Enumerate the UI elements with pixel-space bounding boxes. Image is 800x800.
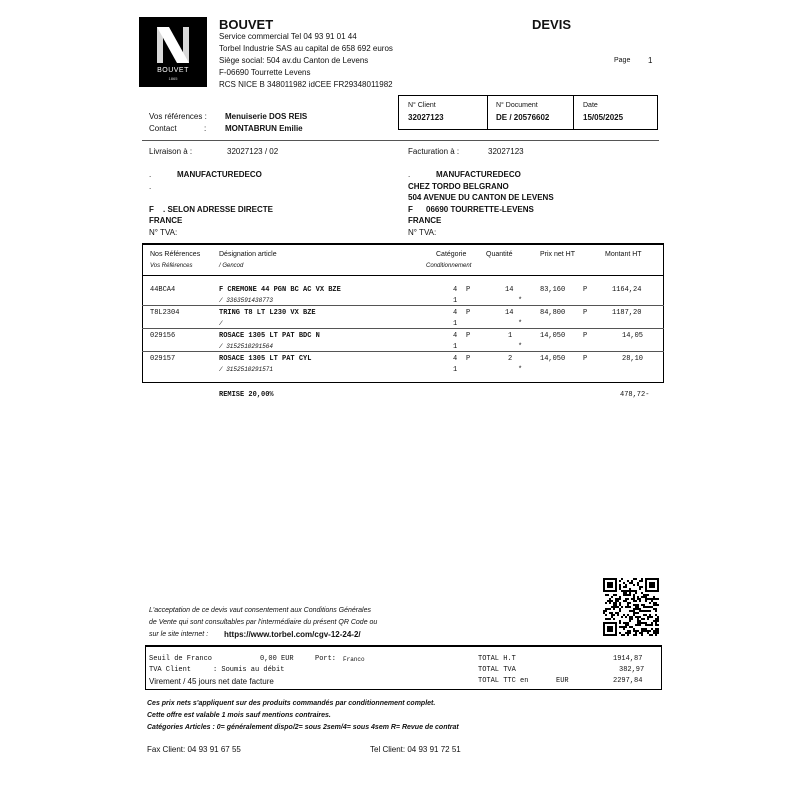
contact-value: MONTABRUN Emilie	[225, 124, 303, 133]
table-cell-quantity: 1	[508, 332, 513, 340]
billing-dot: .	[408, 170, 411, 179]
billing-label: Facturation à :	[408, 147, 460, 156]
row-divider	[142, 351, 664, 352]
total-tva-label: TOTAL TVA	[478, 666, 516, 674]
table-cell-category: 4	[453, 286, 458, 294]
company-logo	[139, 17, 207, 87]
billing-line: MANUFACTUREDECO	[436, 170, 521, 179]
date-value: 15/05/2025	[583, 113, 624, 122]
table-cell-category-code: P	[466, 355, 471, 363]
conditions-line: sur le site internet :	[149, 631, 209, 638]
qr-code-icon	[603, 578, 659, 636]
column-header-category: Catégorie	[436, 251, 467, 258]
billing-country-code: F	[408, 205, 413, 214]
delivery-tva: N° TVA:	[149, 228, 178, 237]
delivery-line: MANUFACTUREDECO	[177, 170, 262, 179]
table-cell-category: 4	[453, 332, 458, 340]
page-label: Page	[614, 57, 631, 64]
column-header-price: Prix net HT	[540, 251, 576, 258]
column-header-amount: Montant HT	[605, 251, 642, 258]
total-tva-value: 382,97	[619, 666, 645, 674]
conditions-line: L'acceptation de ce devis vaut consentement aux Conditions Générales	[149, 607, 371, 614]
table-cell-price: 14,050	[540, 355, 566, 363]
table-cell-amount: 28,10	[622, 355, 644, 363]
billing-tva: N° TVA:	[408, 228, 437, 237]
column-header-quantity: Quantité	[486, 251, 513, 258]
company-line: Torbel Industrie SAS au capital de 658 692 euros	[219, 44, 393, 53]
total-ttc-currency: EUR	[556, 677, 569, 685]
logo-monogram-icon	[153, 25, 193, 65]
table-cell-ref: T8L2304	[150, 309, 180, 317]
table-cell-category: 4	[453, 355, 458, 363]
date-label: Date	[583, 102, 598, 109]
table-cell-marker: *	[518, 297, 523, 305]
payment-terms: Virement / 45 jours net date facture	[149, 677, 274, 686]
tva-client-value: : Soumis au débit	[213, 666, 285, 674]
column-subheader-ref: Vos Références	[150, 263, 193, 269]
your-references-label: Vos références :	[149, 112, 207, 121]
company-line: F-06690 Tourrette Levens	[219, 68, 311, 77]
document-number-label: N° Document	[496, 102, 538, 109]
table-cell-category-code: P	[466, 286, 471, 294]
table-cell-gencod: / 3363591438773	[219, 297, 274, 304]
note-line: Ces prix nets s'appliquent sur des produits commandés par conditionnement complet.	[147, 700, 436, 707]
discount-label: REMISE 20,00%	[219, 391, 274, 399]
cgv-link[interactable]: https://www.torbel.com/cgv-12-24-2/	[224, 630, 361, 639]
row-divider	[142, 328, 664, 329]
document-type: DEVIS	[532, 17, 572, 32]
billing-line: 504 AVENUE DU CANTON DE LEVENS	[408, 193, 554, 202]
table-cell-marker: *	[518, 366, 523, 374]
delivery-line: . SELON ADRESSE DIRECTE	[163, 205, 273, 214]
table-cell-category-code: P	[466, 309, 471, 317]
table-cell-designation: TRING T8 LT L230 VX BZE	[219, 309, 316, 317]
table-cell-packaging: 1	[453, 343, 458, 351]
client-fax: Fax Client: 04 93 91 67 55	[147, 745, 241, 754]
total-ht-label: TOTAL H.T	[478, 655, 516, 663]
table-cell-marker: *	[518, 343, 523, 351]
table-cell-unit: P	[583, 309, 588, 317]
client-number-label: N° Client	[408, 102, 436, 109]
table-cell-amount: 1187,20	[612, 309, 642, 317]
table-cell-designation: F CREMONE 44 PGN BC AC VX BZE	[219, 286, 341, 294]
table-cell-packaging: 1	[453, 297, 458, 305]
franco-threshold-value: 0,00 EUR	[260, 655, 294, 663]
total-ht-value: 1914,87	[613, 655, 643, 663]
column-header-designation: Désignation article	[219, 251, 277, 258]
document-info-box	[398, 95, 658, 130]
billing-value: 32027123	[488, 147, 524, 156]
table-cell-designation: ROSACE 1305 LT PAT CYL	[219, 355, 312, 363]
company-line: Service commercial Tel 04 93 91 01 44	[219, 32, 357, 41]
company-line: RCS NICE B 348011982 idCEE FR29348011982	[219, 80, 393, 89]
delivery-dot: .	[149, 170, 152, 179]
table-cell-gencod: /	[219, 320, 223, 327]
table-cell-amount: 1164,24	[612, 286, 642, 294]
table-cell-category-code: P	[466, 332, 471, 340]
table-cell-quantity: 14	[505, 286, 514, 294]
your-references-value: Menuiserie DOS REIS	[225, 112, 308, 121]
note-line: Catégories Articles : 0= généralement dispo/2= sous 2sem/4= sous 4sem R= Revue de contrat	[147, 724, 459, 731]
delivery-country-code: F	[149, 205, 154, 214]
company-name: BOUVET	[219, 17, 274, 32]
delivery-dot: .	[149, 182, 152, 191]
table-cell-ref: 029157	[150, 355, 176, 363]
delivery-country: FRANCE	[149, 216, 183, 225]
table-top-border	[142, 243, 664, 245]
franco-threshold-label: Seuil de Franco	[149, 655, 213, 663]
table-cell-quantity: 14	[505, 309, 514, 317]
table-cell-gencod: / 3152510291571	[219, 366, 274, 373]
note-line: Cette offre est valable 1 mois sauf mentions contraires.	[147, 712, 331, 719]
client-number-value: 32027123	[408, 113, 444, 122]
billing-country: FRANCE	[408, 216, 442, 225]
delivery-value: 32027123 / 02	[227, 147, 279, 156]
table-cell-marker: *	[518, 320, 523, 328]
delivery-label: Livraison à :	[149, 147, 193, 156]
totals-top-border	[145, 645, 662, 647]
table-cell-amount: 14,05	[622, 332, 644, 340]
contact-label: Contact	[149, 124, 177, 133]
company-line: Siège social: 504 av.du Canton de Levens	[219, 56, 369, 65]
table-cell-unit: P	[583, 286, 588, 294]
conditions-line: de Vente qui sont consultables par l'intermédiaire du présent QR Code ou	[149, 619, 378, 626]
table-cell-price: 14,050	[540, 332, 566, 340]
logo-year: 1865	[168, 76, 178, 81]
table-cell-packaging: 1	[453, 366, 458, 374]
table-cell-ref: 44BCA4	[150, 286, 176, 294]
column-header-ref: Nos Références	[150, 251, 201, 258]
column-subheader-gencod: / Gencod	[219, 263, 244, 269]
table-cell-unit: P	[583, 332, 588, 340]
table-cell-unit: P	[583, 355, 588, 363]
qr-code	[603, 578, 659, 636]
table-cell-price: 83,160	[540, 286, 566, 294]
table-cell-packaging: 1	[453, 320, 458, 328]
document-number-value: DE / 20576602	[496, 113, 550, 122]
shipping-value: Franco	[343, 656, 365, 663]
shipping-label: Port:	[315, 655, 337, 663]
discount-value: 478,72-	[620, 391, 650, 399]
page-number: 1	[648, 56, 653, 65]
tva-client-label: TVA Client	[149, 666, 192, 674]
table-cell-designation: ROSACE 1305 LT PAT BDC N	[219, 332, 320, 340]
table-cell-category: 4	[453, 309, 458, 317]
billing-line: CHEZ TORDO BELGRANO	[408, 182, 509, 191]
table-cell-quantity: 2	[508, 355, 513, 363]
total-ttc-value: 2297,84	[613, 677, 643, 685]
contact-colon: :	[204, 124, 207, 133]
logo-text: BOUVET	[157, 67, 189, 74]
divider	[142, 140, 659, 141]
client-phone: Tel Client: 04 93 91 72 51	[370, 745, 461, 754]
table-cell-price: 84,800	[540, 309, 566, 317]
billing-line: 06690 TOURRETTE-LEVENS	[426, 205, 534, 214]
table-cell-gencod: / 3152510291564	[219, 343, 274, 350]
row-divider	[142, 305, 664, 306]
column-subheader-packaging: Conditionnement	[426, 263, 472, 269]
table-header-divider	[142, 275, 664, 276]
table-cell-ref: 029156	[150, 332, 176, 340]
total-ttc-label: TOTAL TTC en	[478, 677, 529, 685]
